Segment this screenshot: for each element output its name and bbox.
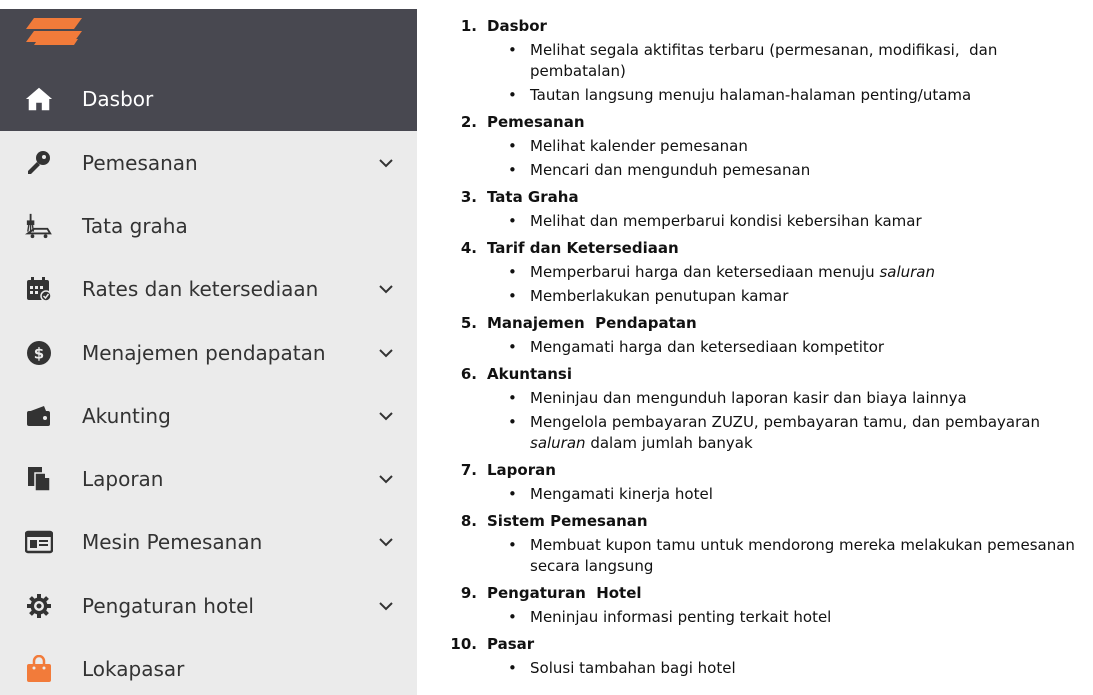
section-item bbox=[440, 631, 1090, 679]
sidebar-item-label: Pengaturan hotel bbox=[82, 593, 254, 618]
sidebar-item-lokapasar[interactable] bbox=[0, 637, 417, 695]
sidebar-item-label: Dasbor bbox=[82, 87, 154, 111]
bullet-text-part: Mengamati harga dan ketersediaan kompetitor bbox=[530, 338, 885, 356]
section-item bbox=[440, 13, 1090, 106]
bullet-text bbox=[530, 484, 1090, 505]
sidebar-item-rates[interactable] bbox=[0, 258, 417, 321]
sidebar-item-label: Pemesanan bbox=[82, 150, 198, 175]
bullet-text bbox=[530, 286, 1090, 307]
section-title: Pasar bbox=[487, 634, 535, 653]
list-item bbox=[440, 658, 1090, 679]
section-number: 1. bbox=[460, 16, 477, 35]
dollar-coin-icon bbox=[25, 339, 53, 367]
section-number: 4. bbox=[460, 238, 477, 257]
svg-text:$: $ bbox=[33, 344, 45, 363]
section-title: Tarif dan Ketersediaan bbox=[487, 238, 679, 257]
bullet-text-part: Memberlakukan penutupan kamar bbox=[530, 287, 789, 305]
sidebar-item-pemesanan[interactable] bbox=[0, 131, 417, 194]
sidebar-item-laporan[interactable] bbox=[0, 447, 417, 510]
section-heading bbox=[440, 361, 1090, 386]
booking-engine-icon bbox=[25, 528, 53, 556]
chevron-down-icon[interactable] bbox=[378, 158, 394, 168]
section-title: Dasbor bbox=[487, 16, 547, 35]
section-title: Sistem Pemesanan bbox=[487, 511, 648, 530]
shopping-bag-icon bbox=[25, 655, 53, 683]
wallet-icon bbox=[25, 402, 53, 430]
bullet-dot-icon: • bbox=[508, 161, 517, 179]
section-number: 6. bbox=[460, 364, 477, 383]
bullet-text-part: Meninjau informasi penting terkait hotel bbox=[530, 608, 832, 626]
bullet-dot-icon: • bbox=[508, 287, 517, 305]
bullet-text bbox=[530, 40, 1090, 82]
section-title: Laporan bbox=[487, 460, 556, 479]
settings-gear-icon bbox=[25, 592, 53, 620]
bullet-dot-icon: • bbox=[508, 86, 517, 104]
list-item bbox=[440, 136, 1090, 157]
list-item bbox=[440, 607, 1090, 628]
section-number: 9. bbox=[460, 583, 477, 602]
sidebar bbox=[0, 9, 417, 695]
section-item bbox=[440, 580, 1090, 628]
sidebar-item-akunting[interactable] bbox=[0, 384, 417, 447]
bullet-dot-icon: • bbox=[508, 137, 517, 155]
section-title: Pemesanan bbox=[487, 112, 585, 131]
section-number: 10. bbox=[450, 634, 477, 653]
section-number: 7. bbox=[460, 460, 477, 479]
italic-term: saluran bbox=[879, 263, 935, 281]
bullet-dot-icon: • bbox=[508, 413, 517, 431]
section-item bbox=[440, 457, 1090, 505]
section-heading bbox=[440, 457, 1090, 482]
sidebar-menu bbox=[0, 131, 417, 695]
bullet-text bbox=[530, 412, 1090, 454]
sidebar-item-tata-graha[interactable] bbox=[0, 194, 417, 257]
bullet-text bbox=[530, 136, 1090, 157]
section-title: Akuntansi bbox=[487, 364, 572, 383]
sidebar-item-pengaturan-hotel[interactable] bbox=[0, 574, 417, 637]
section-heading bbox=[440, 508, 1090, 533]
bullet-text bbox=[530, 211, 1090, 232]
section-heading bbox=[440, 310, 1090, 335]
sidebar-item-label: Laporan bbox=[82, 467, 164, 492]
sidebar-header bbox=[0, 9, 417, 131]
bullet-text-part: Mengamati kinerja hotel bbox=[530, 485, 713, 503]
section-heading bbox=[440, 184, 1090, 209]
bullet-text-part: Membuat kupon tamu untuk mendorong mereka melakukan pemesanan secara langsung bbox=[530, 536, 1080, 575]
section-title: Manajemen Pendapatan bbox=[487, 313, 697, 332]
bullet-text bbox=[530, 337, 1090, 358]
sidebar-item-menajemen-pendapatan[interactable] bbox=[0, 321, 417, 384]
list-item bbox=[440, 388, 1090, 409]
bullet-dot-icon: • bbox=[508, 263, 517, 281]
bullet-text-part: Tautan langsung menuju halaman-halaman penting/utama bbox=[530, 86, 972, 104]
housekeeping-cart-icon bbox=[25, 212, 53, 240]
sidebar-item-label: Tata graha bbox=[82, 213, 188, 238]
bullet-text-part: Mengelola pembayaran ZUZU, pembayaran tamu, dan pembayaran bbox=[530, 413, 1045, 431]
sidebar-item-mesin-pemesanan[interactable] bbox=[0, 511, 417, 574]
section-item bbox=[440, 109, 1090, 181]
bullet-dot-icon: • bbox=[508, 338, 517, 356]
section-number: 8. bbox=[460, 511, 477, 530]
section-number: 2. bbox=[460, 112, 477, 131]
section-heading bbox=[440, 235, 1090, 260]
bullet-text bbox=[530, 160, 1090, 181]
section-item bbox=[440, 235, 1090, 307]
bullet-dot-icon: • bbox=[508, 536, 517, 554]
section-title: Tata Graha bbox=[487, 187, 579, 206]
section-item bbox=[440, 361, 1090, 454]
bullet-text bbox=[530, 658, 1090, 679]
sidebar-item-label: Mesin Pemesanan bbox=[82, 530, 263, 555]
list-item bbox=[440, 262, 1090, 283]
list-item bbox=[440, 211, 1090, 232]
section-title: Pengaturan Hotel bbox=[487, 583, 642, 602]
section-number: 3. bbox=[460, 187, 477, 206]
chevron-down-icon[interactable] bbox=[378, 411, 394, 421]
section-number: 5. bbox=[460, 313, 477, 332]
home-icon bbox=[25, 85, 53, 113]
list-item bbox=[440, 412, 1090, 454]
bullet-text bbox=[530, 535, 1090, 577]
section-heading bbox=[440, 631, 1090, 656]
bullet-text-part: Memperbarui harga dan ketersediaan menuju bbox=[530, 263, 880, 281]
list-item bbox=[440, 40, 1090, 82]
bullet-dot-icon: • bbox=[508, 659, 517, 677]
bullet-dot-icon: • bbox=[508, 608, 517, 626]
bullet-dot-icon: • bbox=[508, 41, 517, 59]
chevron-down-icon[interactable] bbox=[378, 348, 394, 358]
chevron-down-icon[interactable] bbox=[378, 474, 394, 484]
sidebar-item-label: Akunting bbox=[82, 403, 171, 428]
bullet-text-part: Solusi tambahan bagi hotel bbox=[530, 659, 736, 677]
feature-list bbox=[440, 13, 1090, 682]
section-item bbox=[440, 184, 1090, 232]
list-item bbox=[440, 286, 1090, 307]
italic-term: saluran bbox=[530, 434, 586, 452]
bullet-text bbox=[530, 607, 1090, 628]
list-item bbox=[440, 85, 1090, 106]
key-icon bbox=[25, 149, 53, 177]
section-item bbox=[440, 508, 1090, 577]
list-item bbox=[440, 484, 1090, 505]
list-item bbox=[440, 535, 1090, 577]
brand-logo-icon[interactable] bbox=[24, 18, 84, 52]
bullet-text-part: Melihat kalender pemesanan bbox=[530, 137, 748, 155]
sidebar-item-label: Rates dan ketersediaan bbox=[82, 277, 319, 302]
bullet-text-part: Meninjau dan mengunduh laporan kasir dan biaya lainnya bbox=[530, 389, 967, 407]
chevron-down-icon[interactable] bbox=[378, 601, 394, 611]
section-heading bbox=[440, 580, 1090, 605]
bullet-text-part: dalam jumlah banyak bbox=[585, 434, 753, 452]
bullet-dot-icon: • bbox=[508, 389, 517, 407]
chevron-down-icon[interactable] bbox=[378, 284, 394, 294]
sidebar-item-dasbor[interactable] bbox=[0, 67, 417, 131]
bullet-dot-icon: • bbox=[508, 485, 517, 503]
report-icon bbox=[25, 465, 53, 493]
section-heading bbox=[440, 13, 1090, 38]
section-heading bbox=[440, 109, 1090, 134]
section-item bbox=[440, 310, 1090, 358]
bullet-text-part: Melihat segala aktifitas terbaru (permesanan, modifikasi, dan pembatalan) bbox=[530, 41, 1003, 80]
list-item bbox=[440, 160, 1090, 181]
bullet-text bbox=[530, 388, 1090, 409]
bullet-text bbox=[530, 85, 1090, 106]
chevron-down-icon[interactable] bbox=[378, 537, 394, 547]
bullet-text-part: Melihat dan memperbarui kondisi kebersihan kamar bbox=[530, 212, 922, 230]
sidebar-item-label: Menajemen pendapatan bbox=[82, 340, 326, 365]
bullet-dot-icon: • bbox=[508, 212, 517, 230]
bullet-text bbox=[530, 262, 1090, 283]
bullet-text-part: Mencari dan mengunduh pemesanan bbox=[530, 161, 811, 179]
sidebar-item-label: Lokapasar bbox=[82, 657, 185, 682]
calendar-icon bbox=[25, 275, 53, 303]
list-item bbox=[440, 337, 1090, 358]
